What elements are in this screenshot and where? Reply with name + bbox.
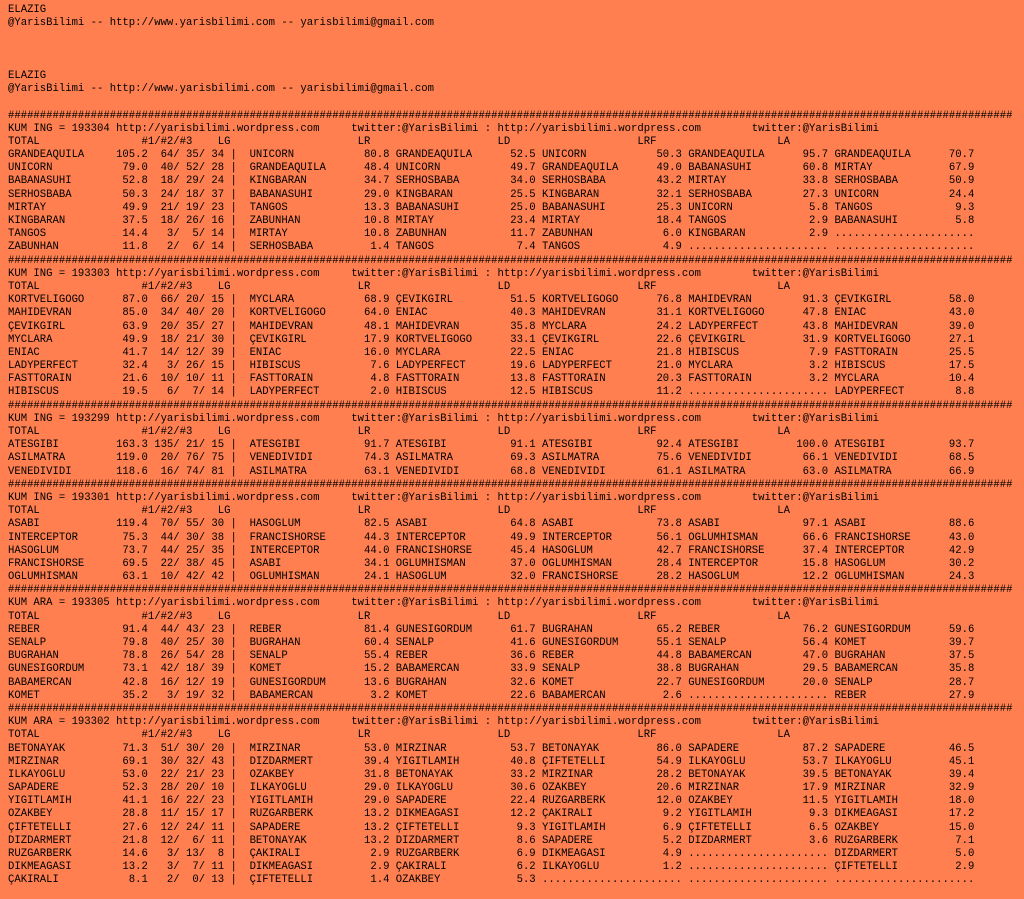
- column-header: TOTAL #1/#2/#3 LG LR LD LRF LA: [8, 610, 790, 623]
- race-header: KUM ING = 193303 http://yarisbilimi.wordpress.com twitter:@YarisBilimi : http://yarisbilimi.wordpress.com twitter:@YarisBilimi: [8, 267, 879, 280]
- blank-line: [8, 96, 1016, 109]
- result-row: FRANCISHORSE 69.5 22/ 38/ 45 | ASABI 34.1 OGLUMHISMAN 37.0 OGLUMHISMAN 28.4 INTERCEPTOR 15.8 HASOGLUM 30.2: [8, 557, 975, 570]
- result-row: VENEDIVIDI 118.6 16/ 74/ 81 | ASILMATRA 63.1 VENEDIVIDI 68.8 VENEDIVIDI 61.1 ASILMATRA 63.0 ASILMATRA 66.9: [8, 465, 975, 478]
- result-row: SERHOSBABA 50.3 24/ 18/ 37 | BABANASUHI 29.0 KINGBARAN 25.5 KINGBARAN 32.1 SERHOSBABA 27.3 UNICORN 24.4: [8, 188, 975, 201]
- column-header: TOTAL #1/#2/#3 LG LR LD LRF LA: [8, 135, 790, 148]
- result-row: HIBISCUS 19.5 6/ 7/ 14 | LADYPERFECT 2.0 HIBISCUS 12.5 HIBISCUS 11.2 ...................... LADYPERFECT 8.8: [8, 386, 975, 399]
- column-header: TOTAL #1/#2/#3 LG LR LD LRF LA: [8, 280, 790, 293]
- result-row: SAPADERE 52.3 28/ 20/ 10 | ILKAYOGLU 29.0 ILKAYOGLU 30.6 ÖZAKBEY 20.6 MIRZINAR 17.9 MIRZINAR 32.9: [8, 782, 975, 795]
- result-row: TANGOS 14.4 3/ 5/ 14 | MIRTAY 10.8 ZABUNHAN 11.7 ZABUNHAN 6.0 KINGBARAN 2.9 ......................: [8, 228, 975, 241]
- result-row: FASTTORAIN 21.6 10/ 10/ 11 | FASTTORAIN 4.8 FASTTORAIN 13.8 FASTTORAIN 20.3 FASTTORAIN 3.2 MYCLARA 10.4: [8, 373, 975, 386]
- result-row: ASILMATRA 119.0 20/ 76/ 75 | VENEDIVIDI 74.3 ASILMATRA 69.3 ASILMATRA 75.6 VENEDIVIDI 66.1 VENEDIVIDI 68.5: [8, 452, 975, 465]
- result-row: BETONAYAK 71.3 51/ 30/ 20 | MIRZINAR 53.0 MIRZINAR 53.7 BETONAYAK 86.0 SAPADERE 87.2 SAPADERE 46.5: [8, 742, 975, 755]
- race-section: [8, 584, 1016, 703]
- result-row: BABANASUHI 52.8 18/ 29/ 24 | KINGBARAN 34.7 SERHOSBABA 34.0 SERHOSBABA 43.2 MIRTAY 33.8 SERHOSBABA 50.9: [8, 175, 975, 188]
- result-row: ÇEVIKGIRL 63.9 20/ 35/ 27 | MAHIDEVRAN 48.1 MAHIDEVRAN 35.8 MYCLARA 24.2 LADYPERFECT 43.8 MAHIDEVRAN 39.0: [8, 320, 975, 333]
- result-row: KORTVELIGOGO 87.0 66/ 20/ 15 | MYCLARA 68.9 ÇEVIKGIRL 51.5 KORTVELIGOGO 76.8 MAHIDEVRAN 91.3 ÇEVIKGIRL 58.0: [8, 294, 975, 307]
- race-header: KUM ING = 193299 http://yarisbilimi.wordpress.com twitter:@YarisBilimi : http://yarisbilimi.wordpress.com twitter:@YarisBilimi: [8, 412, 879, 425]
- result-row: DIZDARMERT 21.8 12/ 6/ 11 | BETONAYAK 13.2 DIZDARMERT 8.6 SAPADERE 5.2 DIZDARMERT 3.6 RÜZGARBERK 7.1: [8, 834, 975, 847]
- race-header: KUM ING = 193301 http://yarisbilimi.wordpress.com twitter:@YarisBilimi : http://yarisbilimi.wordpress.com twitter:@YarisBilimi: [8, 491, 879, 504]
- separator-line: ##############################################################################################################################################################: [8, 702, 1013, 715]
- race-header: KUM ARA = 193305 http://yarisbilimi.wordpress.com twitter:@YarisBilimi : http://yarisbilimi.wordpress.com twitter:@YarisBilimi: [8, 597, 879, 610]
- column-header: TOTAL #1/#2/#3 LG LR LD LRF LA: [8, 729, 790, 742]
- result-row: ILKAYOGLU 53.0 22/ 21/ 23 | ÖZAKBEY 31.8 BETONAYAK 33.2 MIRZINAR 28.2 BETONAYAK 39.5 BETONAYAK 39.4: [8, 768, 975, 781]
- result-row: ATESGIBI 163.3 135/ 21/ 15 | ATESGIBI 91.7 ATESGIBI 91.1 ATESGIBI 92.4 ATESGIBI 100.0 ATESGIBI 93.7: [8, 439, 975, 452]
- result-row: ÇAKIRALI 8.1 2/ 0/ 13 | ÇIFTETELLI 1.4 ÖZAKBEY 5.3 ...................... ...................... ......................: [8, 874, 975, 887]
- race-section: [8, 255, 1016, 400]
- result-row: ZABUNHAN 11.8 2/ 6/ 14 | SERHOSBABA 1.4 TANGOS 7.4 TANGOS 4.9 ...................... ......................: [8, 241, 975, 254]
- result-row: GRANDEAQUILA 105.2 64/ 35/ 34 | UNICORN 80.8 GRANDEAQUILA 52.5 UNICORN 50.3 GRANDEAQUILA 95.7 GRANDEAQUILA 70.7: [8, 149, 975, 162]
- header-contact: @YarisBilimi -- http://www.yarisbilimi.com -- yarisbilimi@gmail.com: [8, 83, 434, 96]
- result-row: SENALP 79.8 40/ 25/ 30 | BUGRAHAN 60.4 SENALP 41.6 GÜNESIGÖRDÜM 55.1 SENALP 56.4 KOMET 39.7: [8, 637, 975, 649]
- separator-line: ##############################################################################################################################################################: [8, 109, 1013, 122]
- result-row: UNICORN 79.0 40/ 52/ 28 | GRANDEAQUILA 48.4 UNICORN 49.7 GRANDEAQUILA 49.0 BABANASUHI 60.8 MIRTAY 67.9: [8, 162, 975, 175]
- separator-line: ##############################################################################################################################################################: [8, 584, 1013, 597]
- result-row: INTERCEPTOR 75.3 44/ 30/ 38 | FRANCISHORSE 44.3 INTERCEPTOR 49.9 INTERCEPTOR 56.1 OGLUMHISMAN 66.6 FRANCISHORSE 43.0: [8, 531, 975, 544]
- result-row: GÜNESIGÖRDÜM 73.1 42/ 18/ 39 | KOMET 15.2 BABAMERCAN 33.9 SENALP 38.8 BUGRAHAN 29.5 BABAMERCAN 35.8: [8, 663, 975, 676]
- result-row: MIRTAY 49.9 21/ 19/ 23 | TANGOS 13.3 BABANASUHI 25.0 BABANASUHI 25.3 UNICORN 5.8 TANGOS 9.3: [8, 201, 975, 214]
- blank-line: [8, 30, 1016, 43]
- separator-line: ##############################################################################################################################################################: [8, 399, 1013, 412]
- race-header: KUM ING = 193304 http://yarisbilimi.wordpress.com twitter:@YarisBilimi : http://yarisbilimi.wordpress.com twitter:@YarisBilimi: [8, 122, 879, 135]
- race-sections: [8, 110, 1016, 888]
- race-header: KUM ARA = 193302 http://yarisbilimi.wordpress.com twitter:@YarisBilimi : http://yarisbilimi.wordpress.com twitter:@YarisBilimi: [8, 716, 879, 729]
- race-section: [8, 400, 1016, 479]
- blank-line: [8, 57, 1016, 70]
- header-city: ELAZIG: [8, 4, 47, 16]
- result-row: MIRZINAR 69.1 30/ 32/ 43 | DIZDARMERT 39.4 YIGITLAMIH 40.8 ÇIFTETELLI 54.9 ILKAYOGLU 53.7 ILKAYOGLU 45.1: [8, 755, 975, 768]
- result-row: BUGRAHAN 78.8 26/ 54/ 28 | SENALP 55.4 REBER 36.6 REBER 44.8 BABAMERCAN 47.0 BUGRAHAN 37.5: [8, 650, 975, 663]
- result-row: BABAMERCAN 42.8 16/ 12/ 19 | GÜNESIGÖRDÜM 13.6 BUGRAHAN 32.6 KOMET 22.7 GÜNESIGÖRDÜM 20.0 SENALP 28.7: [8, 676, 975, 689]
- result-row: ENIAC 41.7 14/ 12/ 39 | ENIAC 16.0 MYCLARA 22.5 ENIAC 21.8 HIBISCUS 7.9 FASTTORAIN 25.5: [8, 346, 975, 359]
- header-city: ELAZIG: [8, 69, 47, 82]
- result-row: REBER 91.4 44/ 43/ 23 | REBER 81.4 GÜNESIGÖRDÜM 61.7 BUGRAHAN 65.2 REBER 76.2 GÜNESIGÖRDÜM 59.6: [8, 623, 975, 636]
- race-section: [8, 110, 1016, 255]
- result-row: YIGITLAMIH 41.1 16/ 22/ 23 | YIGITLAMIH 29.0 SAPADERE 22.4 RÜZGARBERK 12.0 ÖZAKBEY 11.5 YIGITLAMIH 18.0: [8, 795, 975, 808]
- header-contact: @YarisBilimi -- http://www.yarisbilimi.com -- yarisbilimi@gmail.com: [8, 17, 434, 30]
- result-row: ASABI 119.4 70/ 55/ 30 | HASOGLUM 82.5 ASABI 64.8 ASABI 73.8 ASABI 97.1 ASABI 88.6: [8, 518, 975, 531]
- result-row: MYCLARA 49.9 18/ 21/ 30 | ÇEVIKGIRL 17.9 KORTVELIGOGO 33.1 ÇEVIKGIRL 22.6 ÇEVIKGIRL 31.9 KORTVELIGOGO 27.1: [8, 333, 975, 346]
- race-section: [8, 479, 1016, 585]
- separator-line: ##############################################################################################################################################################: [8, 254, 1013, 267]
- result-row: DIKMEAGASI 13.2 3/ 7/ 11 | DIKMEAGASI 2.9 ÇAKIRALI 6.2 ILKAYOGLU 1.2 ...................... ÇIFTETELLI 2.9: [8, 861, 975, 874]
- result-row: ÇIFTETELLI 27.6 12/ 24/ 11 | SAPADERE 13.2 ÇIFTETELLI 9.3 YIGITLAMIH 6.9 ÇIFTETELLI 6.5 ÖZAKBEY 15.0: [8, 821, 975, 834]
- result-row: LADYPERFECT 32.4 3/ 26/ 15 | HIBISCUS 7.6 LADYPERFECT 19.6 LADYPERFECT 21.0 MYCLARA 3.2 HIBISCUS 17.5: [8, 360, 975, 373]
- column-header: TOTAL #1/#2/#3 LG LR LD LRF LA: [8, 426, 790, 438]
- column-header: TOTAL #1/#2/#3 LG LR LD LRF LA: [8, 505, 790, 518]
- blank-line: [8, 44, 1016, 57]
- race-section: [8, 703, 1016, 888]
- result-row: ÖZAKBEY 28.8 11/ 15/ 17 | RÜZGARBERK 13.2 DIKMEAGASI 12.2 ÇAKIRALI 9.2 YIGITLAMIH 9.3 DIKMEAGASI 17.2: [8, 808, 975, 821]
- result-row: OGLUMHISMAN 63.1 10/ 42/ 42 | OGLUMHISMAN 24.1 HASOGLUM 32.0 FRANCISHORSE 28.2 HASOGLUM 12.2 OGLUMHISMAN 24.3: [8, 571, 975, 584]
- separator-line: ##############################################################################################################################################################: [8, 478, 1013, 491]
- result-row: KINGBARAN 37.5 18/ 26/ 16 | ZABUNHAN 10.8 MIRTAY 23.4 MIRTAY 18.4 TANGOS 2.9 BABANASUHI 5.8: [8, 215, 975, 227]
- result-row: HASOGLUM 73.7 44/ 25/ 35 | INTERCEPTOR 44.0 FRANCISHORSE 45.4 HASOGLUM 42.7 FRANCISHORSE 37.4 INTERCEPTOR 42.9: [8, 544, 975, 557]
- result-row: MAHIDEVRAN 85.0 34/ 40/ 20 | KORTVELIGOGO 64.0 ENIAC 40.3 MAHIDEVRAN 31.1 KORTVELIGOGO 47.8 ENIAC 43.0: [8, 307, 975, 320]
- result-row: KOMET 35.2 3/ 19/ 32 | BABAMERCAN 3.2 KOMET 22.6 BABAMERCAN 2.6 ...................... REBER 27.9: [8, 689, 975, 702]
- result-row: RÜZGARBERK 14.6 3/ 13/ 8 | ÇAKIRALI 2.9 RÜZGARBERK 6.9 DIKMEAGASI 4.9 ...................... DIZDARMERT 5.0: [8, 848, 975, 860]
